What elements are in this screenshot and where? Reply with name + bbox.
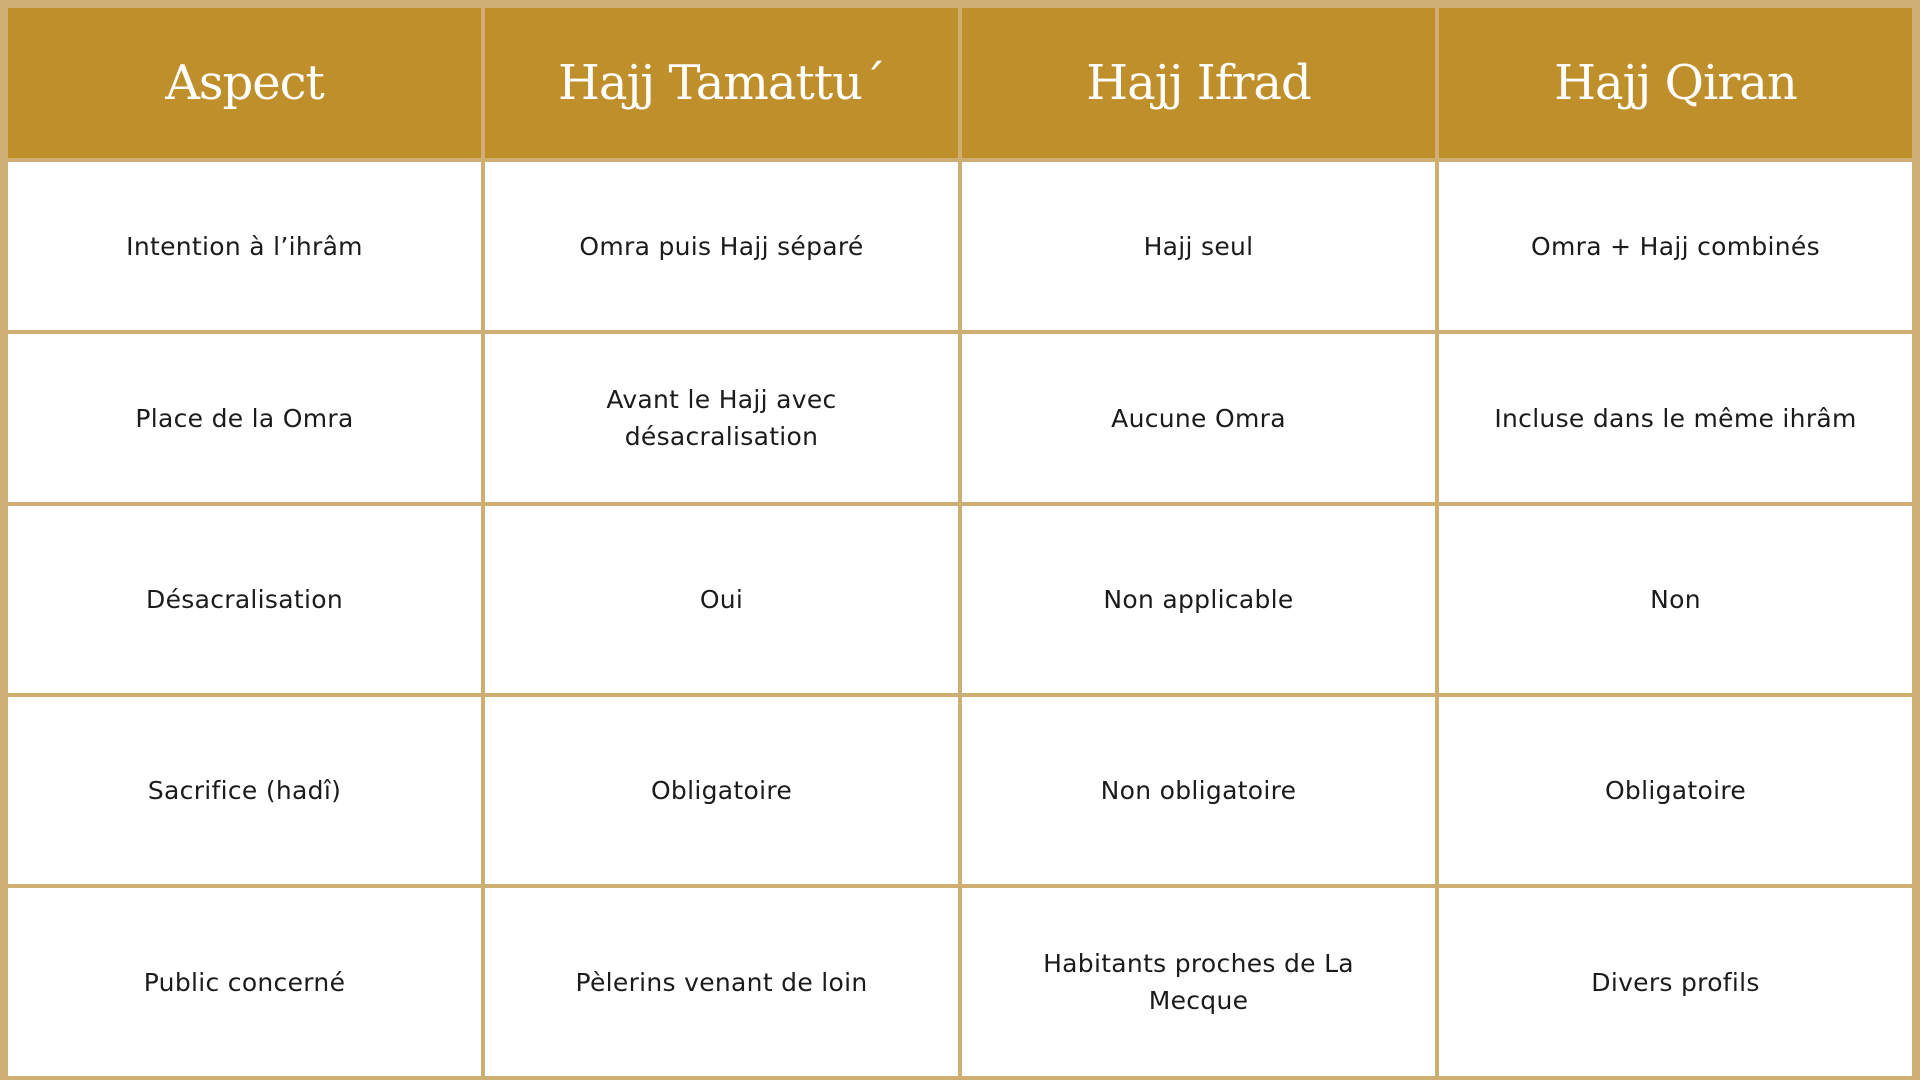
row-label-intention: Intention à l’ihrâm	[6, 160, 483, 332]
table-cell: Non	[1437, 504, 1914, 695]
table-row	[6, 695, 1914, 886]
table-cell: Hajj seul	[960, 160, 1437, 332]
table-cell: Pèlerins venant de loin	[483, 886, 960, 1078]
table-row	[6, 160, 1914, 332]
hajj-comparison-table	[4, 4, 1916, 1080]
table-cell: Aucune Omra	[960, 332, 1437, 504]
column-header-aspect: Aspect	[6, 6, 483, 160]
table-cell: Omra + Hajj combinés	[1437, 160, 1914, 332]
column-header-hajj-tamattu: Hajj Tamattu´	[483, 6, 960, 160]
table-cell: Habitants proches de La Mecque	[960, 886, 1437, 1078]
table-row	[6, 504, 1914, 695]
table-cell: Obligatoire	[1437, 695, 1914, 886]
table-cell: Non applicable	[960, 504, 1437, 695]
table-cell: Non obligatoire	[960, 695, 1437, 886]
row-label-public: Public concerné	[6, 886, 483, 1078]
table-cell: Omra puis Hajj séparé	[483, 160, 960, 332]
row-label-sacrifice: Sacrifice (hadî)	[6, 695, 483, 886]
column-header-hajj-qiran: Hajj Qiran	[1437, 6, 1914, 160]
table-cell: Obligatoire	[483, 695, 960, 886]
table-cell: Divers profils	[1437, 886, 1914, 1078]
row-label-desacralisation: Désacralisation	[6, 504, 483, 695]
row-label-place-omra: Place de la Omra	[6, 332, 483, 504]
table-cell: Oui	[483, 504, 960, 695]
table-header-row	[6, 6, 1914, 160]
table-cell: Incluse dans le même ihrâm	[1437, 332, 1914, 504]
table-cell: Avant le Hajj avec désacralisation	[483, 332, 960, 504]
table-row	[6, 886, 1914, 1078]
table-row	[6, 332, 1914, 504]
column-header-hajj-ifrad: Hajj Ifrad	[960, 6, 1437, 160]
